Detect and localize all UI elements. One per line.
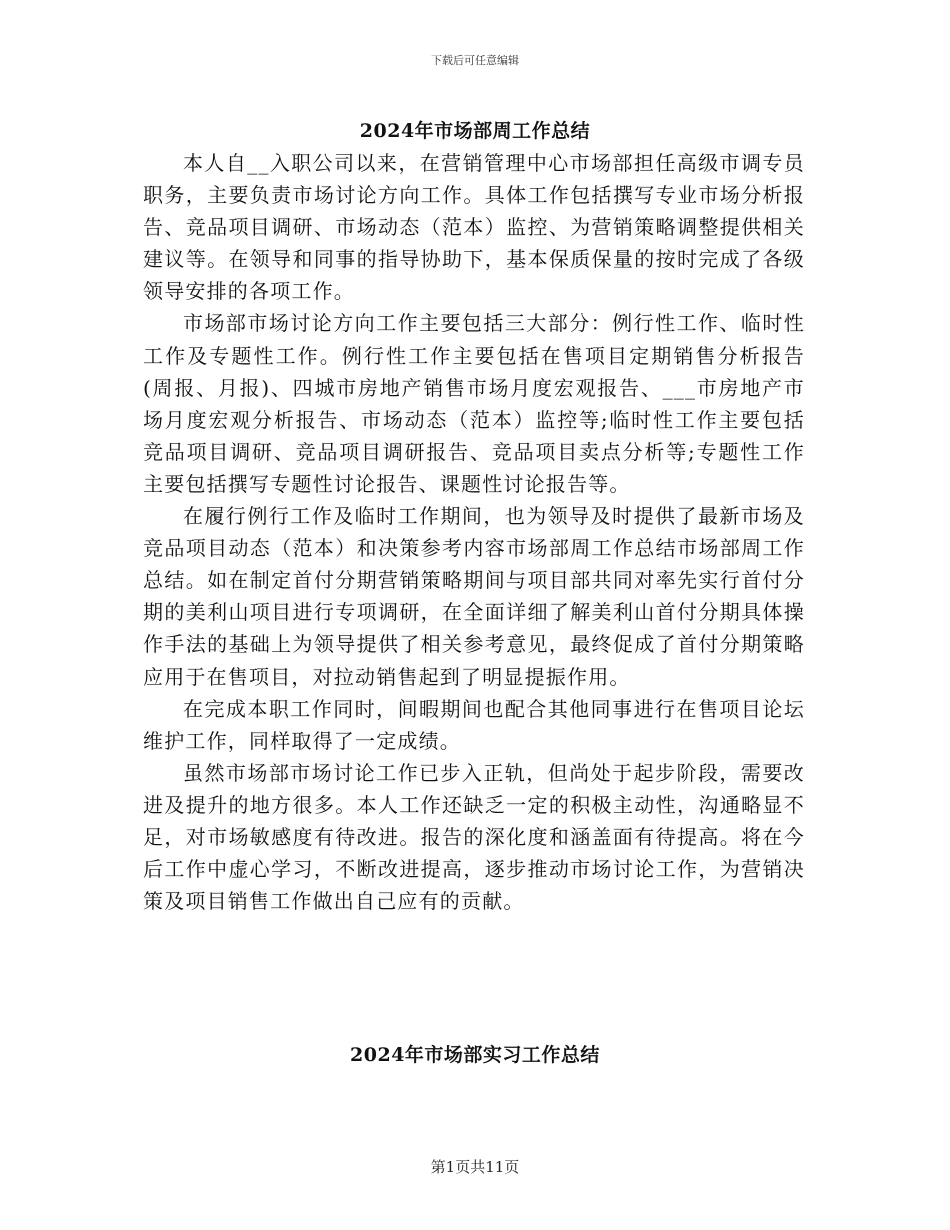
paragraph: 在完成本职工作同时，间暇期间也配合其他同事进行在售项目论坛维护工作，同样取得了一定成绩。 [143, 696, 805, 753]
paragraph: 本人自__入职公司以来，在营销管理中心市场部担任高级市调专员职务，主要负责市场讨论方向工作。具体工作包括撰写专业市场分析报告、竞品项目调研、市场动态（范本）监控、为营销策略调整提供相关建议等。在领导和同事的指导协助下，基本保质保量的按时完成了各级领导安排的各项工作。 [143, 151, 805, 304]
document-title: 2024年市场部周工作总结 [359, 120, 591, 142]
page-number: 第1页共11页 [430, 1158, 520, 1176]
document-body [143, 147, 805, 917]
next-document-title: 2024年市场部实习工作总结 [350, 1044, 600, 1066]
paragraph: 市场部市场讨论方向工作主要包括三大部分：例行性工作、临时性工作及专题性工作。例行性工作主要包括在售项目定期销售分析报告(周报、月报)、四城市房地产销售市场月度宏观报告、___市房地产市场月度宏观分析报告、市场动态（范本）监控等;临时性工作主要包括竞品项目调研、竞品项目调研报告、竞品项目卖点分析等;专题性工作主要包括撰写专题性讨论报告、课题性讨论报告等。 [143, 311, 805, 496]
paragraph: 在履行例行工作及临时工作期间，也为领导及时提供了最新市场及竞品项目动态（范本）和决策参考内容市场部周工作总结市场部周工作总结。如在制定首付分期营销策略期间与项目部共同对率先实行首付分期的美利山项目进行专项调研，在全面详细了解美利山首付分期具体操作手法的基础上为领导提供了相关参考意见，最终促成了首付分期策略应用于在售项目，对拉动销售起到了明显提振作用。 [143, 504, 805, 689]
download-note: 下载后可任意编辑 [431, 54, 519, 67]
paragraph: 虽然市场部市场讨论工作已步入正轨，但尚处于起步阶段，需要改进及提升的地方很多。本人工作还缺乏一定的积极主动性，沟通略显不足，对市场敏感度有待改进。报告的深化度和涵盖面有待提高。将在今后工作中虚心学习，不断改进提高，逐步推动市场讨论工作，为营销决策及项目销售工作做出自己应有的贡献。 [143, 760, 805, 914]
